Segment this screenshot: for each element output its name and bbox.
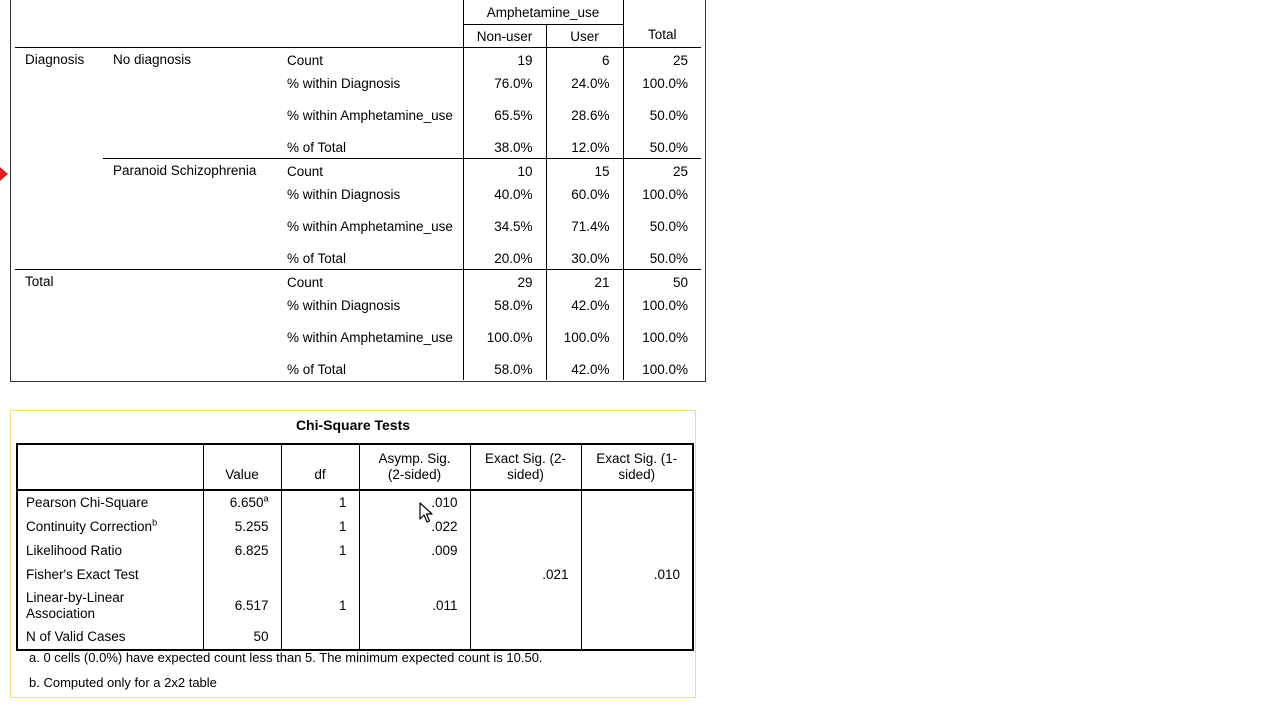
- value-cell: [203, 515, 281, 539]
- total-cell: 100.0%: [623, 294, 701, 316]
- chi-row: [17, 625, 693, 650]
- exact-sig-1-cell: [581, 625, 693, 650]
- value-text: 50: [253, 629, 269, 644]
- count-cell: 34.5%: [494, 218, 533, 234]
- total-cell: 50.0%: [623, 94, 701, 136]
- test-label: [17, 563, 203, 587]
- corner-cell: [15, 0, 463, 48]
- stat-label: % of Total: [277, 358, 463, 380]
- stat-label: % of Total: [277, 136, 463, 159]
- chi-row: [17, 490, 693, 515]
- df-cell: 1: [281, 515, 359, 539]
- col-level-header: Non-user: [463, 25, 546, 48]
- test-label: [17, 625, 203, 650]
- count-cell: 19: [517, 52, 533, 68]
- red-arrow-marker-icon: [0, 167, 8, 181]
- value-text: 6.650: [229, 495, 264, 510]
- stat-label: % within Diagnosis: [277, 72, 463, 94]
- asymp-sig-cell: [359, 625, 470, 650]
- col-var-header: Amphetamine_use: [463, 0, 623, 25]
- chi-header-cell: [17, 444, 203, 490]
- chi-row: [17, 563, 693, 587]
- test-label-text: Likelihood Ratio: [26, 543, 123, 558]
- count-cell: 60.0%: [546, 183, 623, 205]
- total-cell: 50.0%: [623, 247, 701, 270]
- test-label-text: Linear-by-Linear Association: [26, 590, 125, 621]
- exact-sig-1-cell: [581, 587, 693, 625]
- chi-row: [17, 515, 693, 539]
- count-cell: 10: [463, 159, 546, 184]
- df-cell: 1: [281, 587, 359, 625]
- exact-sig-1-cell: [581, 490, 693, 515]
- df-cell: [281, 563, 359, 587]
- exact-sig-1-cell: .010: [581, 563, 693, 587]
- value-cell: [203, 587, 281, 625]
- count-cell: 58.0%: [494, 297, 533, 313]
- exact-sig-2-cell: [470, 490, 581, 515]
- stat-label: Count: [277, 48, 463, 73]
- exact-sig-1-cell: [581, 539, 693, 563]
- count-cell: 38.0%: [494, 139, 533, 155]
- count-cell: 15: [546, 159, 623, 184]
- asymp-sig-cell: .022: [359, 515, 470, 539]
- count-cell: 21: [546, 270, 623, 295]
- stat-label: % within Diagnosis: [277, 183, 463, 205]
- test-label-text: Continuity Correction: [26, 519, 153, 534]
- total-cell: 25: [623, 159, 701, 184]
- chi-row: [17, 587, 693, 625]
- total-cell: 50: [623, 270, 701, 295]
- df-cell: [281, 625, 359, 650]
- footnote-b: b. Computed only for a 2x2 table: [29, 675, 217, 690]
- exact-sig-2-cell: [470, 539, 581, 563]
- total-cell: 100.0%: [623, 183, 701, 205]
- count-cell: 20.0%: [494, 250, 533, 266]
- stat-label: Count: [277, 159, 463, 184]
- exact-sig-2-cell: .021: [470, 563, 581, 587]
- test-label: [17, 515, 203, 539]
- footnote-marker: a: [263, 493, 269, 504]
- count-cell: 40.0%: [494, 186, 533, 202]
- exact-sig-2-cell: [470, 625, 581, 650]
- chi-square-panel[interactable]: [10, 410, 696, 698]
- exact-sig-1-cell: [581, 515, 693, 539]
- value-text: 6.825: [234, 543, 269, 558]
- crosstab-row: [15, 48, 701, 73]
- total-row-label: Total: [15, 270, 277, 381]
- total-cell: 50.0%: [623, 205, 701, 247]
- value-cell: [203, 563, 281, 587]
- row-var-label: Diagnosis: [25, 52, 85, 67]
- stat-label: % within Diagnosis: [277, 294, 463, 316]
- count-cell: 58.0%: [494, 361, 533, 377]
- stat-label: % within Amphetamine_use: [277, 94, 463, 136]
- count-cell: 24.0%: [546, 72, 623, 94]
- crosstab-table: [15, 0, 701, 380]
- stat-label: % within Amphetamine_use: [277, 205, 463, 247]
- mouse-pointer-icon: [419, 502, 435, 524]
- chi-header-row: [17, 444, 693, 490]
- value-cell: [203, 539, 281, 563]
- row-level-label: Paranoid Schizophrenia: [103, 159, 277, 270]
- total-cell: 25: [623, 48, 701, 73]
- value-cell: [203, 490, 281, 515]
- total-col-header: Total: [623, 0, 701, 48]
- stat-label: Count: [277, 270, 463, 295]
- count-cell: 28.6%: [546, 94, 623, 136]
- value-text: 6.517: [234, 598, 269, 613]
- crosstab-row: [15, 270, 701, 295]
- count-cell: 30.0%: [546, 247, 623, 270]
- footnote-marker: b: [152, 517, 158, 528]
- asymp-sig-cell: [359, 563, 470, 587]
- exact-sig-2-cell: [470, 515, 581, 539]
- total-cell: 100.0%: [623, 358, 701, 380]
- col-level-header: User: [546, 25, 623, 48]
- count-cell: 71.4%: [546, 205, 623, 247]
- count-cell: 12.0%: [546, 136, 623, 159]
- total-cell: 50.0%: [623, 136, 701, 159]
- chi-header-cell: Exact Sig. (2-sided): [470, 444, 581, 490]
- test-label: [17, 490, 203, 515]
- count-cell: 29: [463, 270, 546, 295]
- chi-header-cell: Asymp. Sig. (2-sided): [359, 444, 470, 490]
- chi-header-cell: Value: [203, 444, 281, 490]
- value-cell: [203, 625, 281, 650]
- count-cell: 100.0%: [486, 329, 533, 345]
- chi-header-cell: Exact Sig. (1-sided): [581, 444, 693, 490]
- footnote-a: a. 0 cells (0.0%) have expected count less than 5. The minimum expected count is 10.50.: [29, 650, 543, 665]
- test-label: [17, 587, 203, 625]
- row-level-label: No diagnosis: [113, 52, 192, 67]
- exact-sig-2-cell: [470, 587, 581, 625]
- chi-row: [17, 539, 693, 563]
- count-cell: 76.0%: [494, 75, 533, 91]
- count-cell: 42.0%: [546, 358, 623, 380]
- stat-label: % within Amphetamine_use: [277, 316, 463, 358]
- stat-label: % of Total: [277, 247, 463, 270]
- asymp-sig-cell: .009: [359, 539, 470, 563]
- count-cell: 42.0%: [546, 294, 623, 316]
- df-cell: 1: [281, 539, 359, 563]
- asymp-sig-cell: .010: [359, 490, 470, 515]
- total-cell: 100.0%: [623, 316, 701, 358]
- total-cell: 100.0%: [623, 72, 701, 94]
- chi-square-table: [16, 443, 694, 651]
- asymp-sig-cell: .011: [359, 587, 470, 625]
- chi-square-title: Chi-Square Tests: [295, 417, 411, 433]
- test-label-text: N of Valid Cases: [26, 629, 126, 644]
- value-text: 5.255: [234, 519, 269, 534]
- count-cell: 6: [546, 48, 623, 73]
- chi-header-cell: df: [281, 444, 359, 490]
- test-label-text: Pearson Chi-Square: [26, 495, 149, 510]
- count-cell: 100.0%: [546, 316, 623, 358]
- test-label-text: Fisher's Exact Test: [26, 567, 139, 582]
- test-label: [17, 539, 203, 563]
- df-cell: 1: [281, 490, 359, 515]
- crosstab-row: [15, 159, 701, 184]
- crosstab-panel[interactable]: [10, 0, 706, 382]
- count-cell: 65.5%: [494, 107, 533, 123]
